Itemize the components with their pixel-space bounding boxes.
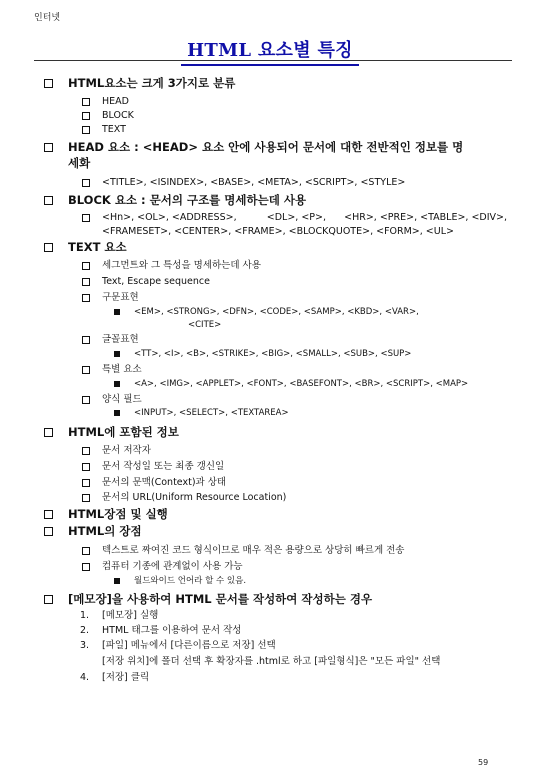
square-bullet-icon — [114, 578, 120, 584]
checkbox-bullet-icon — [44, 143, 53, 152]
checkbox-bullet-icon — [82, 262, 90, 270]
list-item-text: HEAD — [102, 96, 129, 107]
step-text: [저장 위치]에 폴더 선택 후 확장자를 .html로 하고 [파일형식]은 "모든 파일" 선택 — [102, 656, 441, 667]
list-item-text: 문서의 URL(Uniform Resource Location) — [102, 492, 287, 503]
checkbox-bullet-icon — [82, 126, 90, 134]
section-5-title: HTML에 포함된 정보 — [68, 425, 179, 439]
list-item-text: <Hn>, <OL>, <ADDRESS>, <DL>, <P>, <HR>, <PRE>, <TABLE>, <DIV>, — [102, 212, 508, 223]
checkbox-bullet-icon — [82, 396, 90, 404]
sub-list-item-text: <EM>, <STRONG>, <DFN>, <CODE>, <SAMP>, <KBD>, <VAR>, — [134, 307, 419, 317]
list-item-text: 특별 요소 — [102, 364, 142, 375]
square-bullet-icon — [114, 410, 120, 416]
checkbox-bullet-icon — [82, 366, 90, 374]
checkbox-bullet-icon — [82, 563, 90, 571]
list-item-text: 양식 필드 — [102, 394, 142, 405]
checkbox-bullet-icon — [82, 463, 90, 471]
square-bullet-icon — [114, 309, 120, 315]
checkbox-bullet-icon — [82, 98, 90, 106]
checkbox-bullet-icon — [82, 214, 90, 222]
checkbox-bullet-icon — [82, 494, 90, 502]
checkbox-bullet-icon — [82, 447, 90, 455]
list-item-text: BLOCK — [102, 110, 134, 121]
section-4-title: TEXT 요소 — [68, 240, 127, 254]
checkbox-bullet-icon — [82, 479, 90, 487]
step-number: 2. — [80, 625, 90, 636]
list-item-text: <TITLE>, <ISINDEX>, <BASE>, <META>, <SCRIPT>, <STYLE> — [102, 177, 406, 188]
sub-list-item-cont — [188, 320, 221, 330]
sub-list-item-text: <INPUT>, <SELECT>, <TEXTAREA> — [134, 408, 289, 418]
section-2-title: HEAD 요소 : <HEAD> 요소 안에 사용되어 문서에 대한 전반적인 정보를 명 — [68, 140, 464, 154]
list-item-text: Text, Escape sequence — [102, 276, 210, 287]
list-item-text-line2: <FRAMESET>, <CENTER>, <FRAME>, <BLOCKQUOTE>, <FORM>, <UL> — [102, 226, 454, 237]
sub-list-item-text: <A>, <IMG>, <APPLET>, <FONT>, <BASEFONT>, <BR>, <SCRIPT>, <MAP> — [134, 379, 469, 389]
list-item-text: 문서 저작자 — [102, 445, 151, 456]
list-item-text: 세그먼트와 그 특성을 명세하는데 사용 — [102, 260, 261, 271]
sub-list-item-text: <TT>, <I>, <B>, <STRIKE>, <BIG>, <SMALL>, <SUB>, <SUP> — [134, 349, 412, 359]
section-6-title: HTML장점 및 실행 — [68, 507, 168, 521]
square-bullet-icon — [114, 351, 120, 357]
page-title: HTML 요소별 특징 — [181, 36, 359, 66]
sub-list-item-text-line2: <CITE> — [188, 320, 222, 330]
list-item-text: 구문표현 — [102, 292, 139, 303]
checkbox-bullet-icon — [82, 179, 90, 187]
checkbox-bullet-icon — [44, 595, 53, 604]
checkbox-bullet-icon — [44, 510, 53, 519]
square-bullet-icon — [114, 381, 120, 387]
checkbox-bullet-icon — [82, 336, 90, 344]
step-3-continued — [102, 656, 440, 667]
page-number: 59 — [478, 758, 489, 767]
checkbox-bullet-icon — [44, 79, 53, 88]
list-item-text: 문서 작성일 또는 최종 갱신일 — [102, 461, 225, 472]
checkbox-bullet-icon — [82, 112, 90, 120]
checkbox-bullet-icon — [44, 527, 53, 536]
section-3-title: BLOCK 요소 : 문서의 구조를 명세하는데 사용 — [68, 193, 307, 207]
step-text: [저장] 클릭 — [102, 672, 150, 683]
step-number: 3. — [80, 640, 90, 651]
step-number: 4. — [80, 672, 90, 683]
checkbox-bullet-icon — [82, 278, 90, 286]
step-text: [파일] 메뉴에서 [다른이름으로 저장] 선택 — [102, 640, 276, 651]
header-label: 인터넷 — [34, 13, 61, 23]
title-rule — [34, 60, 512, 61]
list-item-text: 글꼴표현 — [102, 334, 139, 345]
checkbox-bullet-icon — [44, 428, 53, 437]
checkbox-bullet-icon — [44, 196, 53, 205]
step-text: HTML 태그를 이용하여 문서 작성 — [102, 625, 242, 636]
step-text: [메모장] 실행 — [102, 610, 159, 621]
sub-list-item-text: 월드와이드 언어라 할 수 있음. — [134, 576, 247, 586]
checkbox-bullet-icon — [82, 547, 90, 555]
list-item-text: TEXT — [102, 124, 126, 135]
title-wrap — [0, 36, 540, 66]
step-number: 1. — [80, 610, 90, 621]
list-item-text: 컴퓨터 기종에 관계없이 사용 가능 — [102, 561, 243, 572]
section-1-title: HTML요소는 크게 3가지로 분류 — [68, 76, 236, 90]
section-7-title: HTML의 장점 — [68, 524, 142, 538]
list-item-text: 텍스트로 짜여진 코드 형식이므로 매우 적은 용량으로 상당히 빠르게 전송 — [102, 545, 405, 556]
checkbox-bullet-icon — [82, 294, 90, 302]
section-8-title: [메모장]을 사용하여 HTML 문서를 작성하여 작성하는 경우 — [68, 592, 373, 606]
section-2-title-line2: 세화 — [68, 156, 91, 170]
checkbox-bullet-icon — [44, 243, 53, 252]
list-item-text: 문서의 문맥(Context)과 상태 — [102, 477, 227, 488]
